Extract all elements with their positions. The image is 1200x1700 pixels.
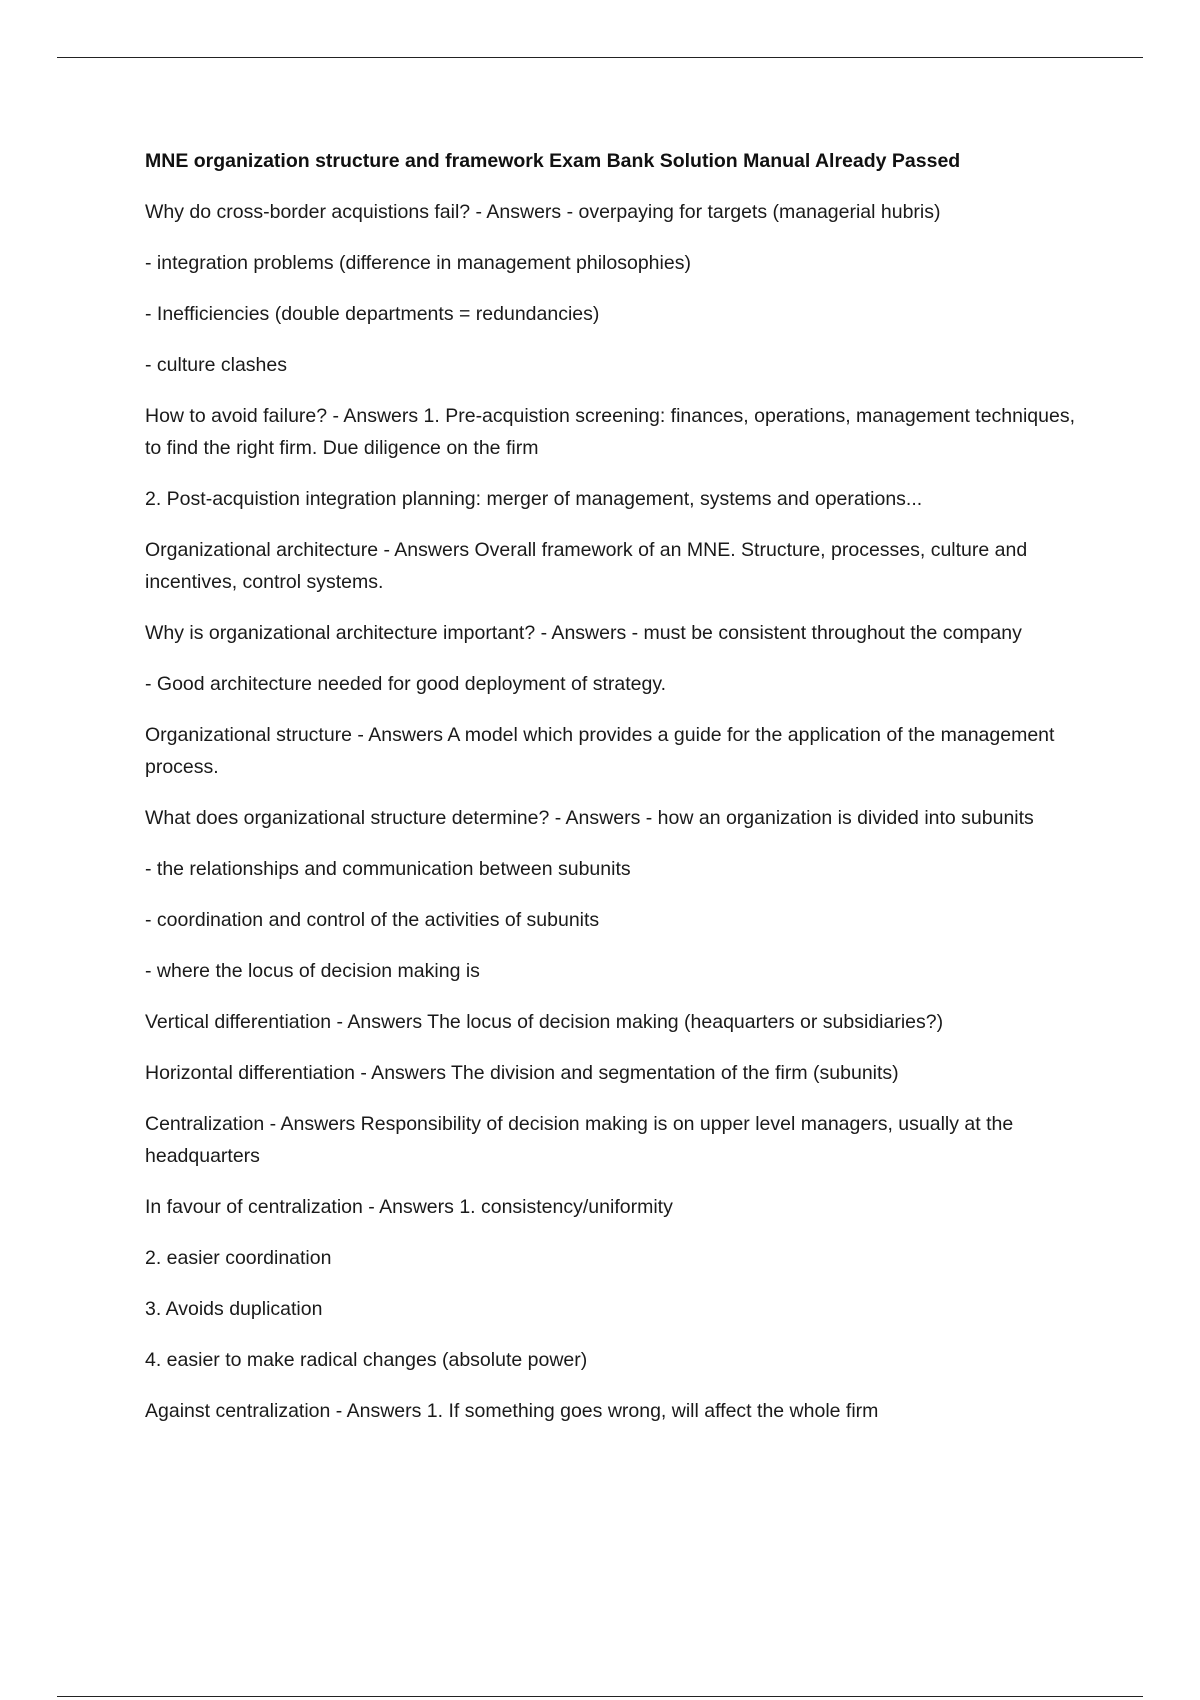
document-body: [145, 145, 1080, 1446]
bottom-rule: [57, 1696, 1143, 1697]
paragraph-6: 2. Post-acquistion integration planning: merger of management, systems and operations...: [145, 488, 923, 510]
paragraph-4: - culture clashes: [145, 354, 287, 376]
paragraph-9: - Good architecture needed for good deployment of strategy.: [145, 673, 667, 695]
paragraph-3: - Inefficiencies (double departments = redundancies): [145, 303, 600, 325]
paragraph-21: 4. easier to make radical changes (absolute power): [145, 1349, 588, 1371]
paragraph-2: - integration problems (difference in management philosophies): [145, 252, 691, 274]
paragraph-13: - coordination and control of the activities of subunits: [145, 909, 600, 931]
paragraph-16: Horizontal differentiation - Answers The division and segmentation of the firm (subunits): [145, 1062, 899, 1084]
paragraph-10: Organizational structure - Answers A model which provides a guide for the application of the management process.: [145, 724, 1060, 778]
paragraph-12: - the relationships and communication between subunits: [145, 858, 631, 880]
paragraph-5: How to avoid failure? - Answers 1. Pre-acquistion screening: finances, operations, management techniques, to find the right firm. Due diligence on the firm: [145, 405, 1081, 459]
paragraph-22: Against centralization - Answers 1. If something goes wrong, will affect the whole firm: [145, 1400, 879, 1422]
paragraph-17: Centralization - Answers Responsibility of decision making is on upper level managers, usually at the headquarters: [145, 1113, 1019, 1167]
paragraph-11: What does organizational structure determine? - Answers - how an organization is divided into subunits: [145, 807, 1034, 829]
paragraph-18: In favour of centralization - Answers 1. consistency/uniformity: [145, 1196, 673, 1218]
paragraph-15: Vertical differentiation - Answers The locus of decision making (heaquarters or subsidiaries?): [145, 1011, 944, 1033]
top-rule: [57, 57, 1143, 58]
paragraph-7: Organizational architecture - Answers Overall framework of an MNE. Structure, processes, culture and incentives, control systems.: [145, 539, 1033, 593]
paragraph-8: Why is organizational architecture important? - Answers - must be consistent throughout the company: [145, 622, 1022, 644]
document-title: MNE organization structure and framework Exam Bank Solution Manual Already Passed: [145, 150, 961, 172]
paragraph-19: 2. easier coordination: [145, 1247, 332, 1269]
paragraph-14: - where the locus of decision making is: [145, 960, 480, 982]
paragraph-1: Why do cross-border acquistions fail? - Answers - overpaying for targets (managerial hubris): [145, 201, 941, 223]
paragraph-20: 3. Avoids duplication: [145, 1298, 323, 1320]
